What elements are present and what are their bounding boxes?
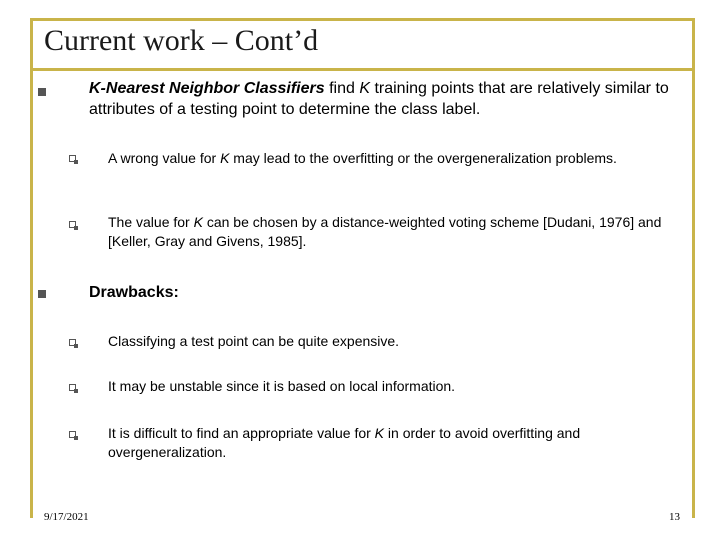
frame-right-rule: [692, 18, 695, 518]
bullet-knn-lead: K-Nearest Neighbor Classifiers: [89, 80, 325, 97]
frame-left-rule: [30, 18, 33, 518]
hollow-square-bullet-icon: [69, 431, 76, 438]
page-number: 13: [669, 511, 680, 523]
sub-bullet-expensive: Classifying a test point can be quite expensive.: [108, 333, 400, 349]
slide-title: Current work – Cont’d: [44, 24, 319, 57]
bullet-drawbacks: [89, 282, 679, 303]
square-bullet-icon: [38, 88, 46, 96]
hollow-square-bullet-icon: [69, 155, 76, 162]
hollow-square-bullet-icon: [69, 384, 76, 391]
frame-top-rule: [30, 18, 695, 21]
bullet-drawbacks-lead: Drawbacks:: [89, 284, 179, 301]
hollow-square-bullet-icon: [69, 221, 76, 228]
bullet-knn-text: find K training points that are relatively similar to attributes of a testing point to determine the class label.: [89, 80, 669, 118]
sub-bullet-unstable: It may be unstable since it is based on local information.: [108, 378, 456, 394]
footer-date: 9/17/2021: [44, 511, 89, 523]
sub-bullet-wrong-k: A wrong value for K may lead to the overfitting or the overgeneralization problems.: [108, 150, 617, 166]
bullet-knn: [89, 78, 679, 120]
hollow-square-bullet-icon: [69, 339, 76, 346]
square-bullet-icon: [38, 290, 46, 298]
sub-bullet-difficult-k: It is difficult to find an appropriate value for K in order to avoid overfitting and overgeneralization.: [108, 425, 581, 460]
sub-bullet-choose-k: The value for K can be chosen by a distance-weighted voting scheme [Dudani, 1976] and [Keller, Gray and Givens, 1985].: [108, 214, 662, 249]
title-underline-rule: [30, 68, 695, 71]
